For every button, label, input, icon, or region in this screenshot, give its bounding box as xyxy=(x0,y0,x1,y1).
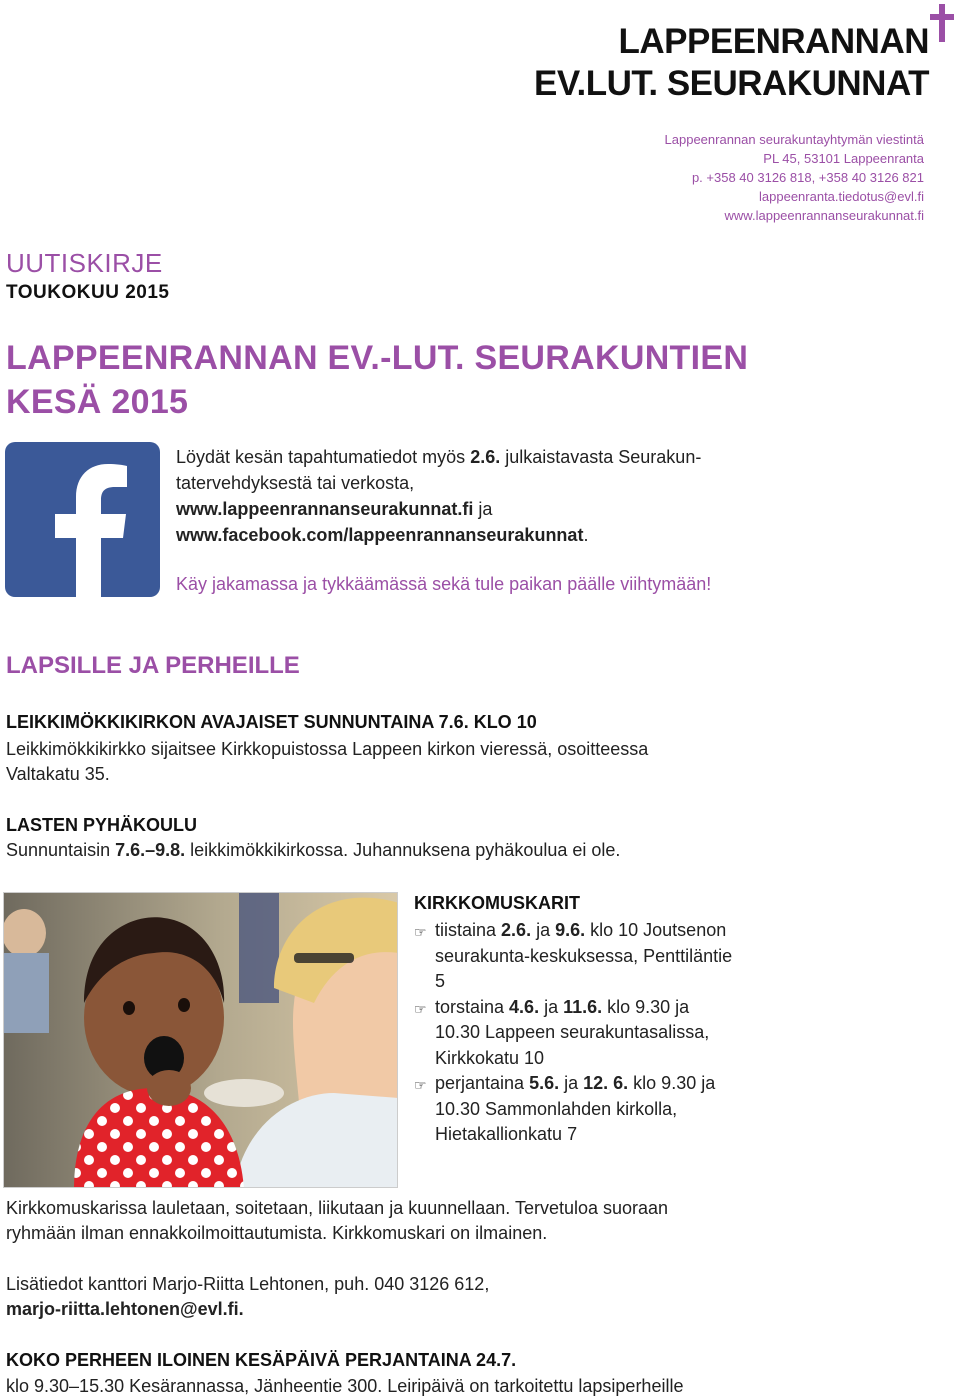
item-date: 2.6. xyxy=(501,920,532,940)
kirkkomuskari-contact xyxy=(6,1272,726,1322)
sunday-school-title: LASTEN PYHÄKOULU xyxy=(6,815,198,835)
intro-text-4: ja xyxy=(473,499,493,519)
list-item xyxy=(414,918,734,995)
main-heading-line1: LAPPEENRANNAN EV.-LUT. SEURAKUNTIEN xyxy=(6,339,749,377)
intro-text-5: . xyxy=(583,525,589,545)
item-date: 12. 6. xyxy=(583,1073,629,1093)
intro-text-1: Löydät kesän tapahtumatiedot myös xyxy=(176,447,471,467)
sunday-school-text xyxy=(6,840,620,861)
playhouse-church-title: LEIKKIMÖKKIKIRKON AVAJAISET SUNNUNTAINA 7.6. KLO 10 xyxy=(6,712,537,732)
contact-address: PL 45, 53101 Lappeenranta xyxy=(763,151,924,166)
sunday-school-dates: 7.6.–9.8. xyxy=(115,840,186,860)
contact-organization: Lappeenrannan seurakuntayhtymän viestintä xyxy=(664,132,924,147)
website-link[interactable]: www.lappeenrannanseurakunnat.fi xyxy=(176,499,474,519)
contact-website-link[interactable]: www.lappeenrannanseurakunnat.fi xyxy=(724,208,924,223)
logo-line2: EV.LUT. SEURAKUNNAT xyxy=(534,64,929,103)
contact-info xyxy=(665,130,924,225)
item-text: perjantaina xyxy=(435,1073,530,1093)
share-invitation: Käy jakamassa ja tykkäämässä sekä tule paikan päälle viihtymään! xyxy=(176,574,712,594)
item-text: tiistaina xyxy=(435,920,502,940)
intro-date: 2.6. xyxy=(470,447,501,467)
intro-text xyxy=(176,444,776,548)
logo-line1: LAPPEENRANNAN xyxy=(618,22,929,61)
kirkkomuskarit-title: KIRKKOMUSKARIT xyxy=(414,893,580,913)
facebook-link-bold[interactable]: www.facebook. xyxy=(176,525,307,545)
facebook-link-rest[interactable]: com/lappeenrannanseurakunnat xyxy=(306,525,584,545)
intro-text-2: julkaistavasta Seurakun- xyxy=(500,447,702,467)
item-date: 4.6. xyxy=(509,996,540,1017)
main-heading-line2: KESÄ 2015 xyxy=(6,383,189,421)
sunday-school-text-2: leikkimökkikirkossa. Juhannuksena pyhäkoulua ei ole. xyxy=(185,840,621,860)
item-date: 11.6. xyxy=(563,996,603,1017)
item-text: ja xyxy=(559,1073,584,1093)
kirkkomuskari-description: Kirkkomuskarissa lauletaan, soitetaan, liikutaan ja kuunnellaan. Tervetuloa suoraan ryhmään ilman ennakkoilmoittautumista. Kirkkomuskari on ilmainen. xyxy=(6,1198,669,1243)
pointing-hand-icon: ☞ xyxy=(414,1077,427,1093)
item-text: klo 9.30 ja 10.30 Lappeen seurakuntasalissa, Kirkkokatu 10 xyxy=(435,996,710,1068)
family-day-title: KOKO PERHEEN ILOINEN KESÄPÄIVÄ PERJANTAINA 24.7. xyxy=(6,1350,517,1370)
item-text: klo 10 Joutsenon seurakunta-keskuksessa, Penttiläntie 5 xyxy=(435,920,733,991)
item-text: ja xyxy=(539,996,564,1017)
contact-phone: p. +358 40 3126 818, +358 40 3126 821 xyxy=(691,170,924,185)
family-day-text: klo 9.30–15.30 Kesärannassa, Jänheentie 300. Leiripäivä on tarkoitettu lapsiperheille xyxy=(6,1376,684,1396)
cross-icon xyxy=(929,4,955,42)
main-heading xyxy=(6,336,748,424)
contact-person-text: Lisätiedot kanttori Marjo-Riitta Lehtonen, puh. 040 3126 612, xyxy=(6,1274,490,1294)
item-date: 5.6. xyxy=(529,1073,560,1093)
pointing-hand-icon: ☞ xyxy=(414,924,427,940)
newsletter-label: UUTISKIRJE xyxy=(6,248,163,278)
list-item xyxy=(414,995,734,1072)
facebook-icon[interactable] xyxy=(5,442,160,597)
pointing-hand-icon: ☞ xyxy=(414,1000,427,1017)
sunday-school-text-1: Sunnuntaisin xyxy=(6,840,116,860)
section-heading-families: LAPSILLE JA PERHEILLE xyxy=(6,652,300,679)
intro-text-3: tatervehdyksestä tai verkosta, xyxy=(176,473,415,493)
newsletter-month: TOUKOKUU 2015 xyxy=(6,282,170,303)
logo xyxy=(534,2,959,102)
photo-child-with-mother xyxy=(3,892,398,1188)
kirkkomuskarit-list xyxy=(414,918,734,1148)
photo-illustration xyxy=(4,893,398,1188)
contact-person-email-link[interactable]: marjo-riitta.lehtonen@evl.fi. xyxy=(6,1299,244,1319)
playhouse-church-text: Leikkimökkikirkko sijaitsee Kirkkopuistossa Lappeen kirkon vieressä, osoitteessa Valtakatu 35. xyxy=(6,739,649,784)
contact-email-link[interactable]: lappeenranta.tiedotus@evl.fi xyxy=(759,189,924,204)
list-item xyxy=(414,1071,734,1148)
item-date: 9.6. xyxy=(555,920,586,940)
item-text: ja xyxy=(531,920,556,940)
item-text: torstaina xyxy=(435,996,510,1017)
item-text: klo 9.30 ja 10.30 Sammonlahden kirkolla, Hietakallionkatu 7 xyxy=(435,1073,716,1144)
